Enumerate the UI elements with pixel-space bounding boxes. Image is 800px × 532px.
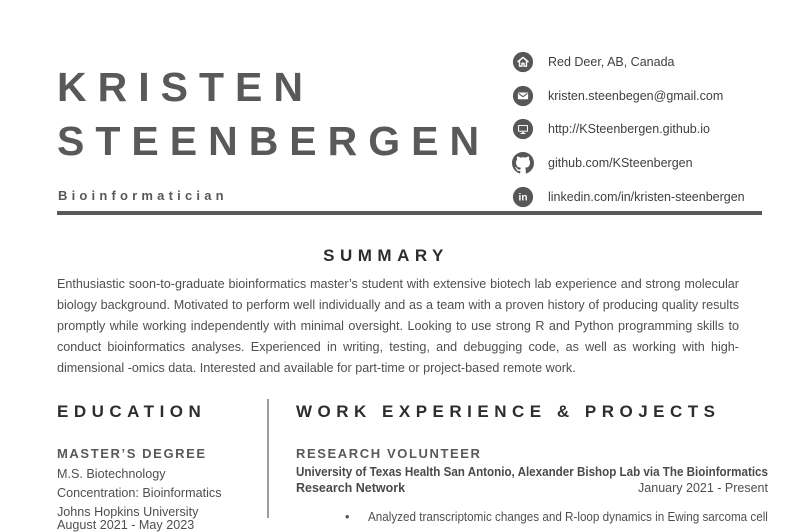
work-organization-line2: Research Network: [296, 481, 406, 495]
job-title: Bioinformatician: [58, 188, 228, 203]
contact-location: Red Deer, AB, Canada: [548, 54, 675, 69]
contact-row-location: [512, 45, 745, 79]
contact-row-github: [512, 146, 745, 180]
email-icon: [512, 85, 534, 107]
work-bullet-item: [296, 508, 768, 527]
contact-row-website: [512, 113, 745, 147]
education-heading: EDUCATION: [57, 402, 207, 421]
home-icon: [512, 51, 534, 73]
work-role: RESEARCH VOLUNTEER: [296, 446, 482, 461]
summary-paragraph: Enthusiastic soon-to-graduate bioinformatics master’s student with extensive biotech lab experience and strong molecular biology background. Motivated to perform well individually and as a team with a proven history of producing quality results promptly while working independently with minimal oversight. Looking to use strong R and Python programming skills to conduct bioinformatics analyses. Experienced in writing, testing, and debugging code, as well as working with high-dimensional -omics data. Interested and available for part-time or project-based remote work.: [57, 277, 739, 376]
header-divider: [57, 211, 762, 215]
work-organization-line2-row: [296, 481, 768, 495]
education-concentration-line: Concentration: Bioinformatics: [57, 486, 222, 501]
education-dates-clipped: August 2021 - May 2023: [57, 517, 195, 532]
education-degree-line: M.S. Biotechnology: [57, 467, 166, 481]
column-divider: [267, 399, 269, 518]
work-heading: WORK EXPERIENCE & PROJECTS: [296, 402, 721, 421]
website-icon: [512, 118, 534, 140]
contact-github: github.com/KSteenbergen: [548, 156, 693, 171]
work-dates: January 2021 - Present: [638, 481, 768, 495]
work-section: [296, 402, 768, 527]
github-icon: [512, 152, 534, 174]
education-details: [57, 465, 261, 523]
education-school-line: Johns Hopkins University: [57, 505, 199, 520]
name-last: STEENBERGEN: [57, 118, 491, 164]
summary-heading: SUMMARY: [323, 246, 449, 265]
contact-linkedin: linkedin.com/in/kristen-steenbergen: [548, 190, 745, 205]
work-bullets: [296, 508, 768, 527]
work-bullet-text: Analyzed transcriptomic changes and R-loop dynamics in Ewing sarcoma cell: [368, 510, 768, 524]
contact-row-email: [512, 79, 745, 113]
contact-email: kristen.steenbegen@gmail.com: [548, 88, 724, 103]
contact-list: [512, 45, 745, 214]
contact-row-linkedin: [512, 180, 745, 214]
name-first: KRISTEN: [57, 64, 314, 110]
education-section: [57, 402, 261, 532]
work-organization-line1: University of Texas Health San Antonio, Alexander Bishop Lab via The Bioinformatics: [296, 465, 768, 479]
linkedin-icon: [512, 186, 534, 208]
svg-text:in: in: [518, 192, 528, 204]
degree-title: MASTER’S DEGREE: [57, 446, 207, 461]
name-block: [57, 60, 490, 168]
contact-website: http://KSteenbergen.github.io: [548, 122, 710, 137]
